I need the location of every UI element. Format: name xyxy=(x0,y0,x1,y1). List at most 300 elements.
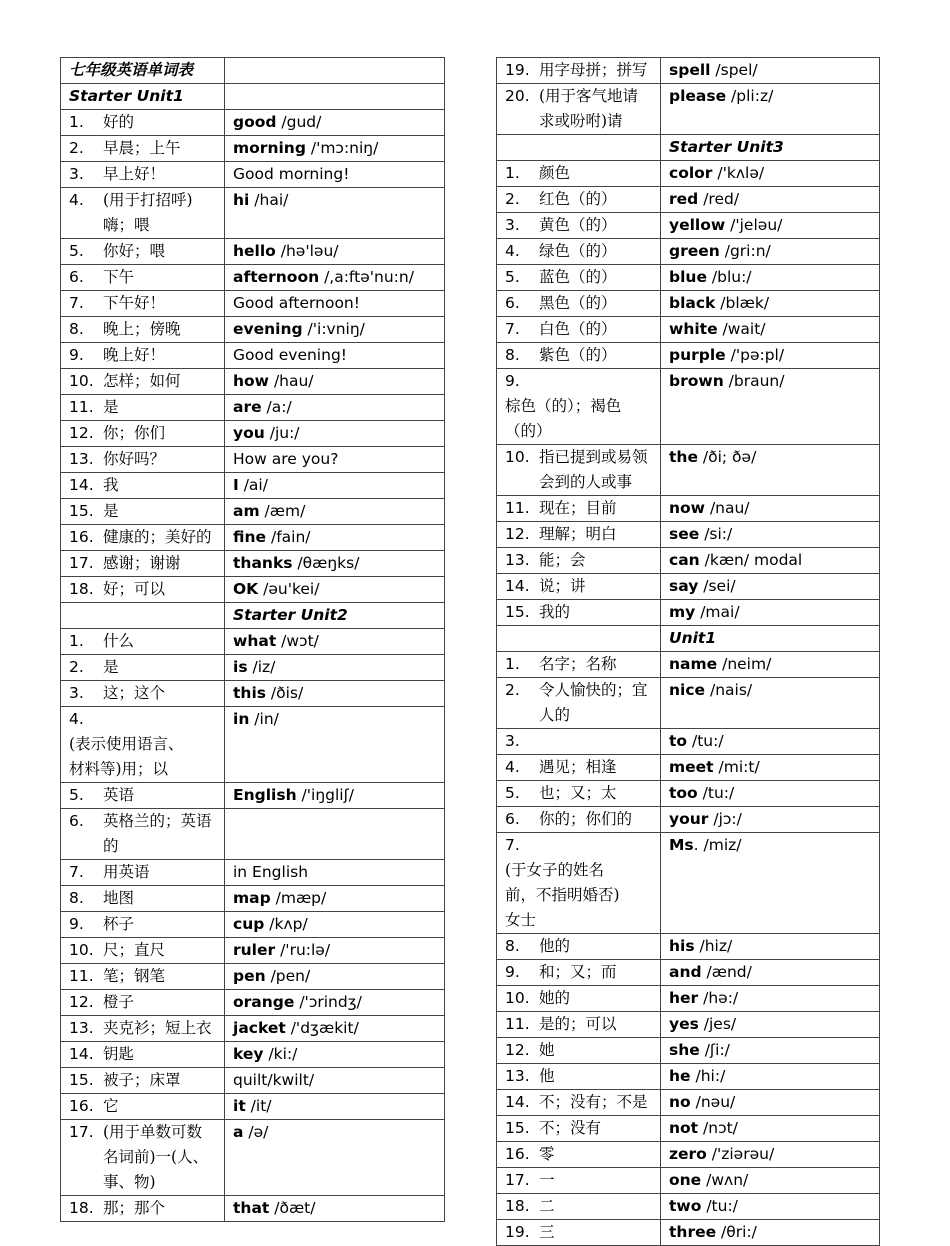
english-entry-cell xyxy=(225,1016,445,1042)
chinese-meaning-line: 嗨；喂 xyxy=(103,216,150,234)
chinese-meaning-line: 理解；明白 xyxy=(539,525,617,543)
chinese-meaning xyxy=(103,343,165,368)
english-entry-cell xyxy=(225,473,445,499)
english-word: thanks xyxy=(233,554,293,572)
entry-number: 7. xyxy=(505,836,520,854)
english-word: hi xyxy=(233,191,250,209)
entry-number: 15. xyxy=(69,1071,94,1089)
english-entry-cell xyxy=(661,496,880,522)
vocab-row xyxy=(497,1038,880,1064)
english-word: meet xyxy=(669,758,714,776)
chinese-meaning xyxy=(103,551,181,576)
pronunciation: /in/ xyxy=(249,710,279,728)
entry-number: 3. xyxy=(505,732,520,750)
pronunciation: /ðis/ xyxy=(265,684,304,702)
chinese-meaning-line: （的） xyxy=(505,422,552,440)
chinese-meaning xyxy=(103,1196,165,1221)
chinese-meaning-line: 说；讲 xyxy=(539,577,586,595)
english-word: her xyxy=(669,989,699,1007)
chinese-meaning xyxy=(539,678,648,728)
chinese-meaning-line: 橙子 xyxy=(103,993,135,1011)
english-entry-cell xyxy=(661,1116,880,1142)
english-word: map xyxy=(233,889,271,907)
entry-number: 9. xyxy=(69,346,84,364)
chinese-meaning-line: 我的 xyxy=(539,603,571,621)
entry-number: 5. xyxy=(69,786,84,804)
pronunciation: /ki:/ xyxy=(263,1045,298,1063)
chinese-meaning-line: 指已提到或易领 xyxy=(539,448,648,466)
vocab-row xyxy=(497,960,880,986)
pronunciation: /nɔt/ xyxy=(698,1119,738,1137)
english-word: OK xyxy=(233,580,259,598)
chinese-meaning-line: 怎样；如何 xyxy=(103,372,181,390)
entry-number: 13. xyxy=(505,551,530,569)
english-entry-cell xyxy=(661,1168,880,1194)
english-entry-cell xyxy=(225,860,445,886)
chinese-meaning xyxy=(103,188,193,238)
chinese-meaning xyxy=(539,1168,555,1193)
chinese-meaning-line: 事、物) xyxy=(103,1173,156,1191)
vocab-row xyxy=(497,807,880,833)
pronunciation: /ju:/ xyxy=(264,424,300,442)
english-word: pen xyxy=(233,967,266,985)
english-word: and xyxy=(669,963,702,981)
chinese-meaning-line: 会到的人或事 xyxy=(539,473,633,491)
english-entry-cell xyxy=(225,707,445,783)
chinese-meaning-line: 红色（的） xyxy=(539,190,617,208)
pronunciation: . /miz/ xyxy=(693,836,742,854)
english-entry-cell xyxy=(225,809,445,860)
chinese-meaning xyxy=(103,1094,119,1119)
entry-number: 8. xyxy=(505,346,520,364)
entry-number: 20. xyxy=(505,87,530,105)
entry-number: 4. xyxy=(69,191,84,209)
chinese-meaning xyxy=(539,58,648,83)
entry-number: 2. xyxy=(69,139,84,157)
vocab-row xyxy=(61,188,445,239)
chinese-meaning-cell xyxy=(497,522,661,548)
english-entry-cell xyxy=(225,265,445,291)
entry-number: 7. xyxy=(69,294,84,312)
vocab-row xyxy=(61,239,445,265)
english-word: color xyxy=(669,164,713,182)
vocab-row xyxy=(497,1064,880,1090)
english-entry-cell xyxy=(661,84,880,135)
english-word: not xyxy=(669,1119,699,1137)
chinese-meaning-cell xyxy=(61,447,225,473)
vocab-row xyxy=(497,678,880,729)
english-entry-cell xyxy=(225,421,445,447)
chinese-meaning-line: 钥匙 xyxy=(103,1045,135,1063)
chinese-meaning xyxy=(539,1194,555,1219)
vocab-row xyxy=(497,1012,880,1038)
english-entry-cell xyxy=(225,655,445,681)
chinese-meaning-cell xyxy=(497,1194,661,1220)
english-entry-cell xyxy=(225,964,445,990)
chinese-meaning-cell xyxy=(497,239,661,265)
entry-number: 16. xyxy=(505,1145,530,1163)
vocab-row xyxy=(61,1068,445,1094)
vocab-row xyxy=(61,162,445,188)
chinese-meaning-cell xyxy=(61,395,225,421)
english-word: brown xyxy=(669,372,724,390)
chinese-meaning-line: 他 xyxy=(539,1067,555,1085)
entry-number: 14. xyxy=(505,1093,530,1111)
chinese-meaning-cell xyxy=(497,1168,661,1194)
chinese-meaning-cell xyxy=(497,84,661,135)
english-entry-cell xyxy=(661,1064,880,1090)
vocab-row xyxy=(61,317,445,343)
header-cell-left xyxy=(497,626,661,652)
chinese-meaning-line: 你好；喂 xyxy=(103,242,166,260)
pronunciation: /gri:n/ xyxy=(719,242,771,260)
english-entry-cell xyxy=(661,213,880,239)
chinese-meaning-line: 蓝色（的） xyxy=(539,268,617,286)
vocab-row xyxy=(61,291,445,317)
english-word: his xyxy=(669,937,695,955)
chinese-meaning-line: 前，不指明婚否) xyxy=(505,886,620,904)
chinese-meaning xyxy=(539,960,617,985)
english-word: cup xyxy=(233,915,265,933)
pronunciation: /'kʌlə/ xyxy=(712,164,765,182)
english-word: that xyxy=(233,1199,270,1217)
english-word: no xyxy=(669,1093,691,1111)
chinese-meaning-cell xyxy=(497,317,661,343)
english-word: ruler xyxy=(233,941,276,959)
entry-number: 3. xyxy=(69,684,84,702)
english-word: how xyxy=(233,372,270,390)
pronunciation: /tu:/ xyxy=(701,1197,738,1215)
pronunciation: quilt/kwilt/ xyxy=(233,1071,315,1089)
chinese-meaning xyxy=(539,1038,555,1063)
english-word: please xyxy=(669,87,727,105)
vocab-row xyxy=(497,496,880,522)
chinese-meaning xyxy=(539,1064,555,1089)
english-word: now xyxy=(669,499,706,517)
english-entry-cell xyxy=(225,577,445,603)
pronunciation: /hiz/ xyxy=(694,937,733,955)
entry-number: 2. xyxy=(505,681,520,699)
english-word: one xyxy=(669,1171,702,1189)
pronunciation: /,a:ftə'nu:n/ xyxy=(319,268,414,286)
entry-number: 8. xyxy=(69,320,84,338)
pronunciation: /fain/ xyxy=(266,528,311,546)
chinese-meaning xyxy=(103,783,134,808)
chinese-meaning-line: 地图 xyxy=(103,889,135,907)
entry-number: 13. xyxy=(69,450,94,468)
chinese-meaning-cell xyxy=(497,496,661,522)
chinese-meaning-line: 用英语 xyxy=(103,863,150,881)
entry-number: 9. xyxy=(505,963,520,981)
chinese-meaning-line: 也；又；太 xyxy=(539,784,617,802)
pronunciation: /nəu/ xyxy=(690,1093,736,1111)
pronunciation: /hi:/ xyxy=(690,1067,726,1085)
section-header-row xyxy=(61,84,445,110)
english-word: too xyxy=(669,784,698,802)
chinese-meaning xyxy=(103,886,134,911)
english-word: purple xyxy=(669,346,726,364)
chinese-meaning xyxy=(103,938,165,963)
chinese-meaning-cell xyxy=(497,1038,661,1064)
chinese-meaning-line: 下午 xyxy=(103,268,135,286)
entry-number: 16. xyxy=(69,528,94,546)
english-entry-cell xyxy=(225,525,445,551)
english-word: green xyxy=(669,242,720,260)
entry-number: 16. xyxy=(69,1097,94,1115)
vocab-row xyxy=(497,755,880,781)
entry-number: 6. xyxy=(69,812,84,830)
english-entry-cell xyxy=(225,317,445,343)
vocab-row xyxy=(61,525,445,551)
vocab-row xyxy=(61,655,445,681)
chinese-meaning-line: 早上好！ xyxy=(103,165,166,183)
chinese-meaning-cell xyxy=(61,239,225,265)
chinese-meaning-line: 的 xyxy=(103,837,119,855)
english-entry-cell xyxy=(661,58,880,84)
vocab-row xyxy=(497,600,880,626)
header-cell-left: Starter Unit1 xyxy=(61,84,225,110)
english-word: English xyxy=(233,786,297,804)
vocab-row xyxy=(61,369,445,395)
chinese-meaning-cell xyxy=(497,445,661,496)
header-cell-right: Starter Unit2 xyxy=(225,603,445,629)
english-word: evening xyxy=(233,320,303,338)
english-entry-cell xyxy=(225,1196,445,1222)
vocab-row xyxy=(61,886,445,912)
pronunciation: /tu:/ xyxy=(687,732,724,750)
chinese-meaning-line: 你的；你们的 xyxy=(539,810,633,828)
chinese-meaning-cell xyxy=(497,960,661,986)
entry-number: 1. xyxy=(69,632,84,650)
chinese-meaning-line: 什么 xyxy=(103,632,135,650)
chinese-meaning-line: 被子；床罩 xyxy=(103,1071,181,1089)
entry-number: 6. xyxy=(505,294,520,312)
english-entry-cell xyxy=(225,1094,445,1120)
vocab-row xyxy=(497,574,880,600)
english-entry-cell xyxy=(225,912,445,938)
vocab-row xyxy=(497,187,880,213)
english-entry-cell xyxy=(225,783,445,809)
english-entry-cell xyxy=(661,960,880,986)
chinese-meaning-cell xyxy=(61,860,225,886)
english-entry-cell xyxy=(661,1142,880,1168)
vocab-row xyxy=(61,421,445,447)
chinese-meaning-line: 下午好！ xyxy=(103,294,166,312)
english-word: name xyxy=(669,655,718,673)
chinese-meaning-cell xyxy=(61,291,225,317)
entry-number: 10. xyxy=(69,372,94,390)
chinese-meaning-cell xyxy=(497,986,661,1012)
pronunciation: /kʌp/ xyxy=(264,915,308,933)
english-entry-cell xyxy=(225,136,445,162)
english-entry-cell xyxy=(225,886,445,912)
entry-number: 9. xyxy=(505,372,520,390)
chinese-meaning-line: 名词前)一(人、 xyxy=(103,1148,209,1166)
pronunciation: /tu:/ xyxy=(697,784,735,802)
vocab-row xyxy=(61,343,445,369)
chinese-meaning-line: 晚上；傍晚 xyxy=(103,320,181,338)
chinese-meaning xyxy=(539,239,617,264)
english-word: yellow xyxy=(669,216,726,234)
chinese-meaning xyxy=(103,395,119,420)
entry-number: 18. xyxy=(69,1199,94,1217)
chinese-meaning xyxy=(539,807,632,832)
pronunciation: /pli:z/ xyxy=(726,87,774,105)
entry-number: 10. xyxy=(505,989,530,1007)
vocab-row xyxy=(61,447,445,473)
english-entry-cell xyxy=(225,499,445,525)
entry-number: 4. xyxy=(505,758,520,776)
chinese-meaning-cell xyxy=(497,807,661,833)
chinese-meaning-line: 笔；钢笔 xyxy=(103,967,166,985)
header-cell-right xyxy=(225,84,445,110)
entry-number: 6. xyxy=(69,268,84,286)
pronunciation: /blu:/ xyxy=(706,268,752,286)
entry-number: 8. xyxy=(69,889,84,907)
chinese-meaning-cell xyxy=(497,1220,661,1246)
chinese-meaning-line: 健康的；美好的 xyxy=(103,528,212,546)
chinese-meaning xyxy=(103,136,181,161)
chinese-meaning-line: 黄色（的） xyxy=(539,216,617,234)
chinese-meaning-line: 晚上好！ xyxy=(103,346,166,364)
chinese-meaning xyxy=(69,732,184,782)
pronunciation: /wait/ xyxy=(717,320,766,338)
section-header-row xyxy=(61,58,445,84)
english-word: morning xyxy=(233,139,306,157)
chinese-meaning-line: 遇见；相逢 xyxy=(539,758,617,776)
chinese-meaning-line: 人的 xyxy=(539,706,571,724)
chinese-meaning-cell xyxy=(61,809,225,860)
english-word: spell xyxy=(669,61,711,79)
chinese-meaning-line: 白色（的） xyxy=(539,320,617,338)
entry-number: 4. xyxy=(505,242,520,260)
vocab-row xyxy=(61,265,445,291)
vocab-row xyxy=(61,499,445,525)
chinese-meaning-cell xyxy=(61,886,225,912)
chinese-meaning-line: 和；又；而 xyxy=(539,963,617,981)
vocab-row xyxy=(497,317,880,343)
vocab-row xyxy=(497,781,880,807)
vocab-table-left xyxy=(60,57,445,1222)
chinese-meaning-line: 棕色（的）；褐色 xyxy=(505,397,622,415)
chinese-meaning xyxy=(103,110,134,135)
english-entry-cell xyxy=(225,681,445,707)
pronunciation: /hə'ləu/ xyxy=(275,242,339,260)
chinese-meaning-line: 它 xyxy=(103,1097,119,1115)
entry-number: 12. xyxy=(69,993,94,1011)
chinese-meaning xyxy=(539,934,570,959)
chinese-meaning-cell xyxy=(61,938,225,964)
english-word: it xyxy=(233,1097,246,1115)
vocab-row xyxy=(61,1120,445,1196)
chinese-meaning-cell xyxy=(497,1064,661,1090)
chinese-meaning xyxy=(103,1120,208,1195)
vocab-row xyxy=(497,1168,880,1194)
chinese-meaning-cell xyxy=(497,574,661,600)
entry-number: 1. xyxy=(505,655,520,673)
entry-number: 17. xyxy=(69,1123,94,1141)
english-entry-cell xyxy=(661,343,880,369)
english-entry-cell xyxy=(661,781,880,807)
chinese-meaning xyxy=(539,781,617,806)
english-entry-cell xyxy=(225,447,445,473)
pronunciation: /jes/ xyxy=(698,1015,737,1033)
english-word: what xyxy=(233,632,277,650)
chinese-meaning-cell xyxy=(497,934,661,960)
chinese-meaning-line: 女士 xyxy=(505,911,537,929)
chinese-meaning-cell xyxy=(61,655,225,681)
chinese-meaning-cell xyxy=(497,1142,661,1168)
chinese-meaning-line: 她的 xyxy=(539,989,571,1007)
entry-number: 7. xyxy=(69,863,84,881)
english-entry-cell xyxy=(225,629,445,655)
chinese-meaning-line: 她 xyxy=(539,1041,555,1059)
chinese-meaning-line: 他的 xyxy=(539,937,571,955)
chinese-meaning xyxy=(539,343,617,368)
english-entry-cell xyxy=(225,239,445,265)
chinese-meaning-cell xyxy=(61,1016,225,1042)
pronunciation: /'dʒækit/ xyxy=(285,1019,359,1037)
english-word: a xyxy=(233,1123,244,1141)
chinese-meaning-line: 不；没有；不是 xyxy=(539,1093,648,1111)
vocab-table-right xyxy=(496,57,880,1246)
chinese-meaning xyxy=(505,858,620,933)
english-word: see xyxy=(669,525,700,543)
chinese-meaning xyxy=(103,499,119,524)
vocab-row xyxy=(61,1016,445,1042)
english-word: in xyxy=(233,710,250,728)
pronunciation: /spel/ xyxy=(710,61,758,79)
vocab-row xyxy=(497,934,880,960)
chinese-meaning-cell xyxy=(61,681,225,707)
entry-number: 2. xyxy=(69,658,84,676)
chinese-meaning xyxy=(539,161,570,186)
chinese-meaning-line: 紫色（的） xyxy=(539,346,617,364)
english-entry-cell xyxy=(661,522,880,548)
english-word: hello xyxy=(233,242,276,260)
english-word: he xyxy=(669,1067,691,1085)
english-word: to xyxy=(669,732,688,750)
chinese-meaning-line: 夹克衫；短上衣 xyxy=(103,1019,212,1037)
pronunciation: /sei/ xyxy=(698,577,736,595)
chinese-meaning-line: 好的 xyxy=(103,113,135,131)
chinese-meaning xyxy=(103,1016,212,1041)
chinese-meaning-cell xyxy=(497,58,661,84)
entry-number: 10. xyxy=(69,941,94,959)
entry-number: 19. xyxy=(505,1223,530,1241)
section-header-row xyxy=(61,603,445,629)
english-entry-cell xyxy=(661,652,880,678)
chinese-meaning-cell xyxy=(497,1116,661,1142)
pronunciation: /gud/ xyxy=(276,113,322,131)
chinese-meaning xyxy=(539,291,617,316)
english-word: this xyxy=(233,684,266,702)
pronunciation: /'mɔ:niŋ/ xyxy=(305,139,379,157)
entry-number: 15. xyxy=(69,502,94,520)
pronunciation: /pen/ xyxy=(265,967,311,985)
chinese-meaning-cell xyxy=(61,990,225,1016)
chinese-meaning-cell xyxy=(497,729,661,755)
english-word: you xyxy=(233,424,265,442)
vocab-row xyxy=(61,990,445,1016)
chinese-meaning xyxy=(539,1220,555,1245)
chinese-meaning xyxy=(539,548,586,573)
header-cell-left xyxy=(61,603,225,629)
english-word: three xyxy=(669,1223,717,1241)
chinese-meaning-line: 一 xyxy=(539,1171,555,1189)
english-entry-cell xyxy=(661,807,880,833)
pronunciation: /'ru:lə/ xyxy=(275,941,331,959)
